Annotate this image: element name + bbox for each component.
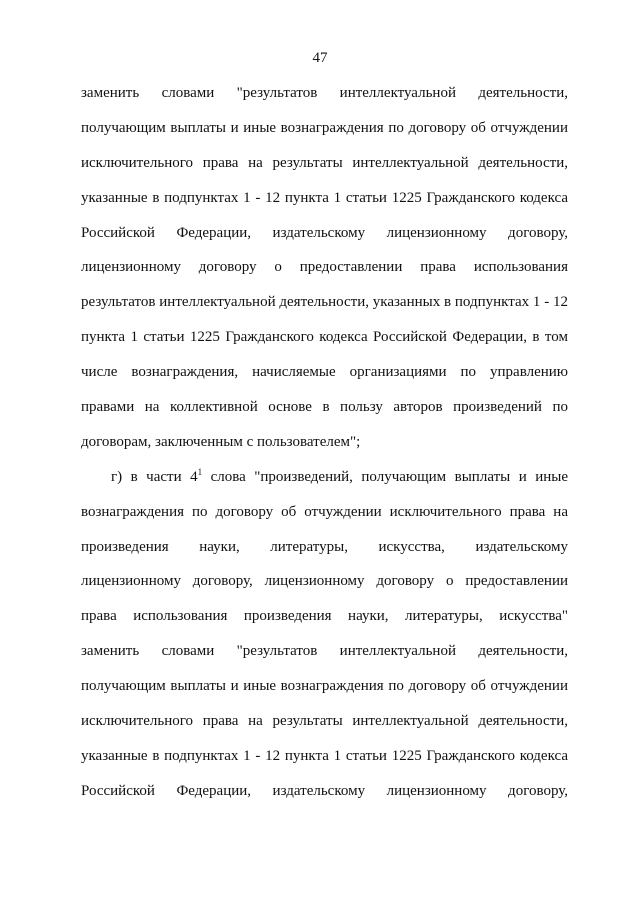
text-fragment: г) в части 4 [111,468,198,485]
text-line: лицензионному договору, лицензионному договору о предоставлении [81,573,568,590]
text-line: получающим выплаты и иные вознаграждения по договору об отчуждении [81,119,568,136]
text-line: получающим выплаты и иные вознаграждения по договору об отчуждении [81,678,568,695]
text-fragment: слова "произведений, получающим выплаты и иные [202,468,568,485]
text-line: заменить словами "результатов интеллектуальной деятельности, [81,85,568,101]
text-line: права использования произведения науки, литературы, искусства" [81,608,568,625]
text-line: Российской Федерации, издательскому лицензионному договору, [81,782,568,799]
document-body [81,83,568,816]
text-line: произведения науки, литературы, искусства, издательскому [81,538,568,555]
text-line: правами на коллективной основе в пользу авторов произведений по [81,399,568,416]
text-line: исключительного права на результаты интеллектуальной деятельности, [81,154,568,171]
paragraph-first-line [81,467,568,502]
text-line: лицензионному договору о предоставлении права использования [81,259,568,276]
text-line: пункта 1 статьи 1225 Гражданского кодекса Российской Федерации, в том [81,329,568,346]
text-line: указанные в подпунктах 1 - 12 пункта 1 статьи 1225 Гражданского кодекса [81,747,568,764]
text-line: исключительного права на результаты интеллектуальной деятельности, [81,713,568,730]
text-line: вознаграждения по договору об отчуждении исключительного права на [81,503,568,520]
text-line: договорам, заключенным с пользователем"; [81,433,361,450]
text-line: Российской Федерации, издательскому лицензионному договору, [81,224,568,241]
page-number: 47 [312,50,328,66]
text-line: заменить словами "результатов интеллектуальной деятельности, [81,643,568,660]
text-line: результатов интеллектуальной деятельности, указанных в подпунктах 1 - 12 [81,294,568,311]
text-line: указанные в подпунктах 1 - 12 пункта 1 статьи 1225 Гражданского кодекса [81,189,568,206]
superscript: 1 [197,466,203,477]
text-line: числе вознаграждения, начисляемые организациями по управлению [81,364,568,381]
